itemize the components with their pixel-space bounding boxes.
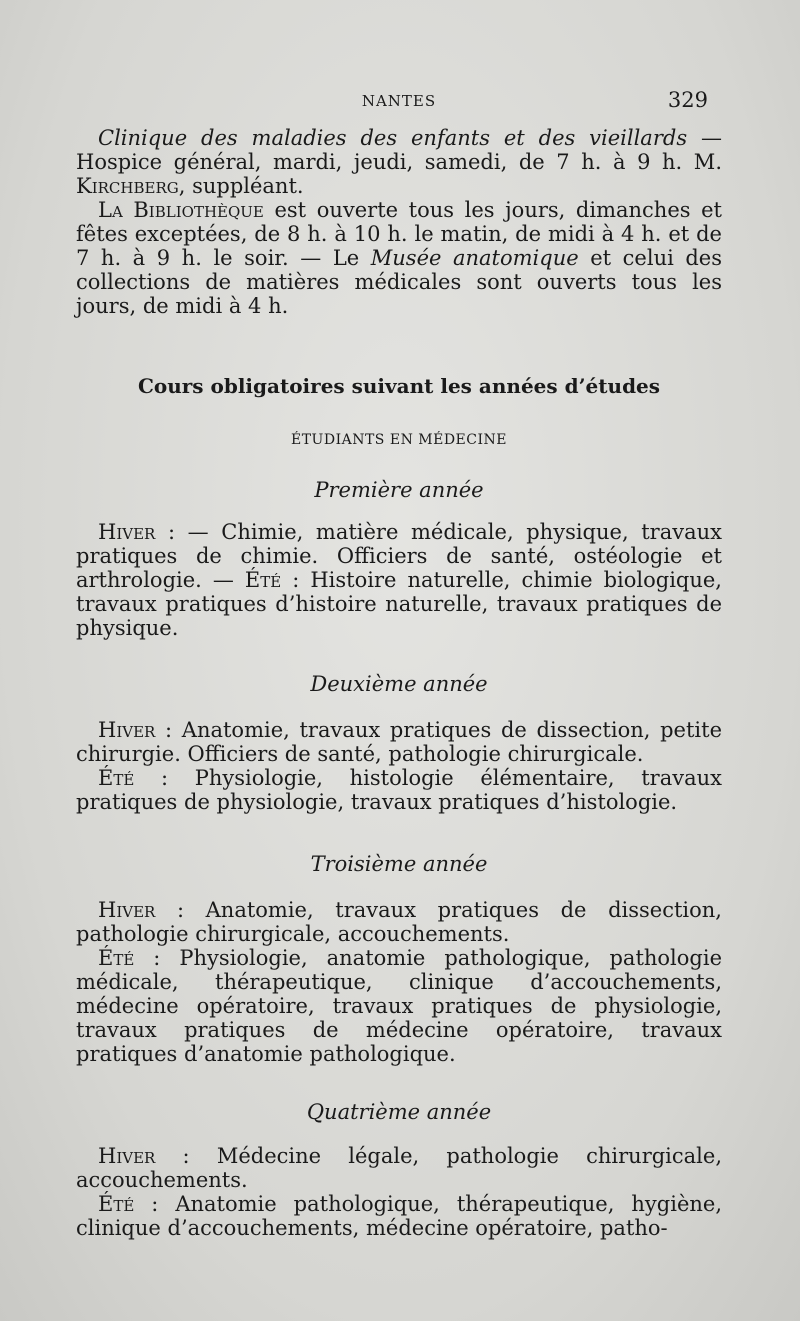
course-text: : Anatomie, travaux pratiques de dissection, pathologie chirurgicale, accouchements.: [76, 898, 722, 946]
year-heading-premiere: Première année: [314, 478, 484, 502]
season-label: Hiver: [98, 1144, 156, 1168]
page-number: 329: [667, 88, 708, 112]
bibliotheque-end: et celui des collections de matières médicales sont ouverts tous les jours, de midi à 4 h.: [76, 246, 723, 318]
year-paragraph: [76, 898, 722, 946]
subsection-title: ÉTUDIANTS EN MÉDECINE: [291, 432, 507, 448]
course-text: : Anatomie pathologique, thérapeutique, hygiène, clinique d’accouchements, médecine opératoire, patho-: [76, 1192, 722, 1240]
course-text: : Histoire naturelle, chimie biologique, travaux pratiques d’histoire naturelle, travaux pratiques de physique.: [76, 568, 722, 640]
running-head: NANTES: [361, 92, 437, 110]
year-paragraph: [76, 766, 722, 814]
bibliotheque-paragraph: [76, 198, 722, 318]
kirchberg-name: Kirchberg: [76, 174, 179, 198]
section-title: Cours obligatoires suivant les années d’études: [137, 374, 661, 398]
season-label: Été: [98, 946, 135, 970]
course-text: : Anatomie, travaux pratiques de dissection, petite chirurgie. Officiers de santé, pathologie chirurgicale.: [76, 718, 722, 766]
clinique-title: Clinique des maladies des enfants et des vieillards: [98, 126, 688, 150]
year-paragraph: [76, 1144, 722, 1192]
year-paragraph: [76, 1192, 722, 1240]
season-label: Été: [98, 1192, 135, 1216]
course-text: : Physiologie, anatomie pathologique, pathologie médicale, thérapeutique, clinique d’accouchements, médecine opératoire, travaux pratiques de physiologie, travaux pratiques de médecine opératoire, travaux pratiques d’anatomie pathologique.: [76, 946, 722, 1066]
season-label: Hiver: [98, 520, 156, 544]
year-paragraph: [76, 946, 722, 1066]
year-block-deuxieme: [76, 718, 722, 814]
season-label: Hiver: [98, 898, 156, 922]
course-text: : Médecine légale, pathologie chirurgicale, accouchements.: [76, 1144, 722, 1192]
season-label: Hiver: [98, 718, 156, 742]
clinique-details: — Hospice général, mardi, jeudi, samedi, de 7 h. à 9 h. M.: [76, 126, 722, 174]
intro-block: [76, 126, 722, 318]
course-text: : — Chimie, matière médicale, physique, travaux pratiques de chimie. Officiers de santé, ostéologie et arthrologie. —: [76, 520, 722, 592]
year-heading-troisieme: Troisième année: [310, 852, 488, 876]
year-paragraph: [76, 520, 722, 640]
bibliotheque-word: Bibliothèque: [133, 198, 264, 222]
page-header: [76, 88, 722, 118]
year-paragraph: [76, 718, 722, 766]
clinique-paragraph: [76, 126, 722, 198]
course-text: : Physiologie, histologie élémentaire, travaux pratiques de physiologie, travaux pratiques d’histologie.: [76, 766, 722, 814]
musee-anatomique: Musée anatomique: [370, 246, 579, 270]
year-heading-deuxieme: Deuxième année: [310, 672, 488, 696]
suppleant-text: , suppléant.: [178, 174, 304, 198]
season-label: Été: [98, 766, 135, 790]
la-word: La: [98, 198, 134, 222]
year-block-premiere: [76, 520, 722, 640]
year-block-quatrieme: [76, 1144, 722, 1240]
season-label: Été: [244, 568, 282, 592]
year-heading-quatrieme: Quatrième année: [306, 1100, 492, 1124]
bibliotheque-text: est ouverte tous les jours, dimanches et fêtes exceptées, de 8 h. à 10 h. le matin, de midi à 4 h. et de 7 h. à 9 h. le soir. — Le: [76, 198, 722, 270]
year-block-troisieme: [76, 898, 722, 1066]
